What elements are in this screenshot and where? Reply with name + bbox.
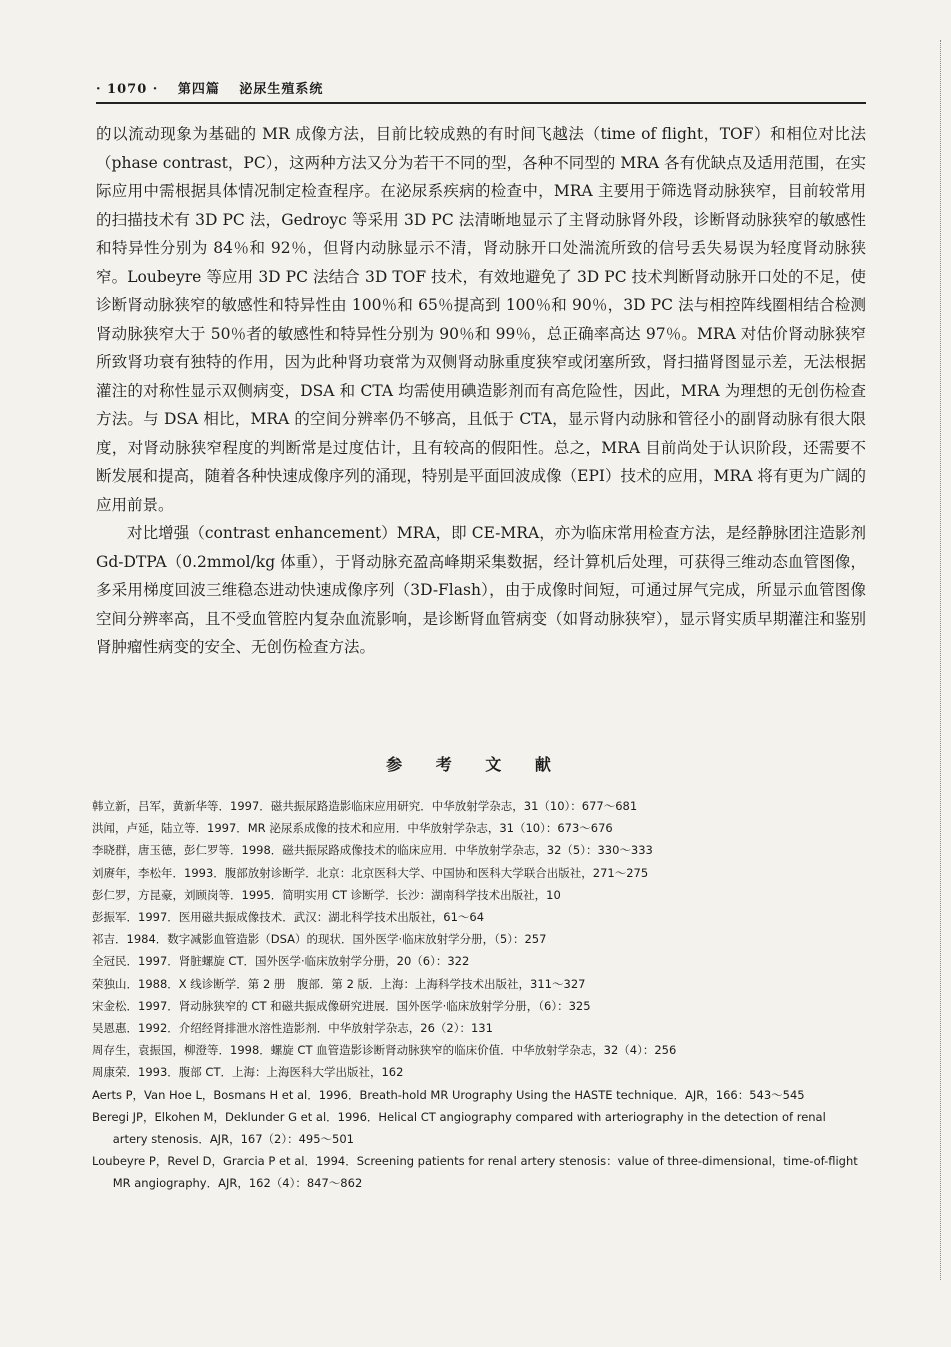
page-number: · 1070 · xyxy=(96,82,159,97)
reference-item: 祁吉．1984．数字减影血管造影（DSA）的现状．国外医学·临床放射学分册，（5）：257 xyxy=(92,932,547,947)
reference-item: 彭仁罗，方昆豪，刘顾岗等．1995．简明实用 CT 诊断学．长沙：湖南科学技术出版社，10 xyxy=(92,887,561,902)
page-header xyxy=(96,78,337,97)
references-list xyxy=(92,795,862,1195)
reference-item: 刘赓年，李松年．1993．腹部放射诊断学．北京：北京医科大学、中国协和医科大学联合出版社，271～275 xyxy=(92,865,649,880)
references-title: 参 考 文 献 xyxy=(386,755,565,774)
reference-item: 彭振军．1997．医用磁共振成像技术．武汉：湖北科学技术出版社，61～64 xyxy=(92,910,485,925)
reference-item: Loubeyre P，Revel D，Grarcia P et al．1994．Screening patients for renal artery stenosis：value of three-dimensional，time-of-flight MR angiography．AJR，162（4）：847～862 xyxy=(92,1154,858,1191)
reference-item: 洪闻，卢延，陆立等．1997．MR 泌尿系成像的技术和应用．中华放射学杂志，31（10）：673～676 xyxy=(92,821,613,836)
header-rule xyxy=(96,102,866,104)
paragraph-2: 对比增强（contrast enhancement）MRA，即 CE-MRA，亦为临床常用检查方法，是经静脉团注造影剂 Gd-DTPA（0.2mmol/kg 体重），于肾动脉充盈高峰期采集数据，经计算机后处理，可获得三维动态血管图像，多采用梯度回波三维稳态进动快速成像序列（3D-Flash），由于成像时间短，可通过屏气完成，所显示血管图像空间分辨率高，且不受血管腔内复杂血流影响，是诊断肾血管病变（如肾动脉狭窄），显示肾实质早期灌注和鉴别肾肿瘤性病变的安全、无创伤检查方法。 xyxy=(96,524,866,656)
reference-item: Aerts P，Van Hoe L，Bosmans H et al．1996．Breath-hold MR Urography Using the HASTE technique．AJR，166：543～545 xyxy=(92,1087,805,1102)
body-text xyxy=(96,120,866,662)
section-title: 泌尿生殖系统 xyxy=(239,82,324,97)
reference-item: 韩立新，吕军，黄新华等．1997．磁共振尿路造影临床应用研究．中华放射学杂志，31（10）：677～681 xyxy=(92,799,638,813)
reference-item: 周康荣．1993．腹部 CT．上海：上海医科大学出版社，162 xyxy=(92,1065,404,1080)
reference-item: 全冠民．1997．肾脏螺旋 CT．国外医学·临床放射学分册，20（6）：322 xyxy=(92,954,470,969)
part-title: 第四篇 xyxy=(177,82,220,97)
reference-item: 李晓群，唐玉德，彭仁罗等．1998．磁共振尿路成像技术的临床应用．中华放射学杂志，32（5）：330～333 xyxy=(92,843,653,858)
reference-item: 周存生，袁振国，柳澄等．1998．螺旋 CT 血管造影诊断肾动脉狭窄的临床价值．中华放射学杂志，32（4）：256 xyxy=(92,1043,677,1058)
reference-item: 吴恩惠．1992．介绍经肾排泄水溶性造影剂．中华放射学杂志，26（2）：131 xyxy=(92,1021,493,1036)
reference-item: Beregi JP，Elkohen M，Deklunder G et al．1996．Helical CT angiography compared with arteriography in the detection of renal artery stenosis．AJR，167（2）：495～501 xyxy=(92,1109,826,1147)
paragraph-1: 的以流动现象为基础的 MR 成像方法，目前比较成熟的有时间飞越法（time of flight，TOF）和相位对比法（phase contrast，PC），这两种方法又分为若干不同的型，各种不同型的 MRA 各有优缺点及适用范围，在实际应用中需根据具体情况制定检查程序。在泌尿系疾病的检查中，MRA 主要用于筛选肾动脉狭窄，目前较常用的扫描技术有 3D PC 法，Gedroyc 等采用 3D PC 法清晰地显示了主肾动脉肾外段，诊断肾动脉狭窄的敏感性和特异性分别为 84％和 92％，但肾内动脉显示不清，肾动脉开口处湍流所致的信号丢失易误为轻度肾动脉狭窄。Loubeyre 等应用 3D PC 法结合 3D TOF 技术，有效地避免了 3D PC 技术判断肾动脉开口处的不足，使诊断肾动脉狭窄的敏感性和特异性由 100％和 65％提高到 100％和 90％，3D PC 法与相控阵线圈相结合检测肾动脉狭窄大于 50％者的敏感性和特异性分别为 90％和 99％，总正确率高达 97％。MRA 对估价肾动脉狭窄所致肾功衰有独特的作用，因为此种肾功衰常为双侧肾动脉重度狭窄或闭塞所致，肾扫描肾图显示差，无法根据灌注的对称性显示双侧病变，DSA 和 CTA 均需使用碘造影剂而有高危险性，因此，MRA 为理想的无创伤检查方法。与 DSA 相比，MRA 的空间分辨率仍不够高，且低于 CTA，显示肾内动脉和管径小的副肾动脉有很大限度，对肾动脉狭窄程度的判断常是过度估计，且有较高的假阳性。总之，MRA 目前尚处于认识阶段，还需要不断发展和提高，随着各种快速成像序列的涌现，特别是平面回波成像（EPI）技术的应用，MRA 将有更为广阔的应用前景。 xyxy=(96,125,866,514)
page-edge-marks xyxy=(940,40,945,1280)
reference-item: 荣独山．1988．X 线诊断学．第 2 册 腹部．第 2 版．上海：上海科学技术出版社，311～327 xyxy=(92,976,586,991)
reference-item: 宋金松．1997．肾动脉狭窄的 CT 和磁共振成像研究进展．国外医学·临床放射学分册，（6）：325 xyxy=(92,998,591,1013)
